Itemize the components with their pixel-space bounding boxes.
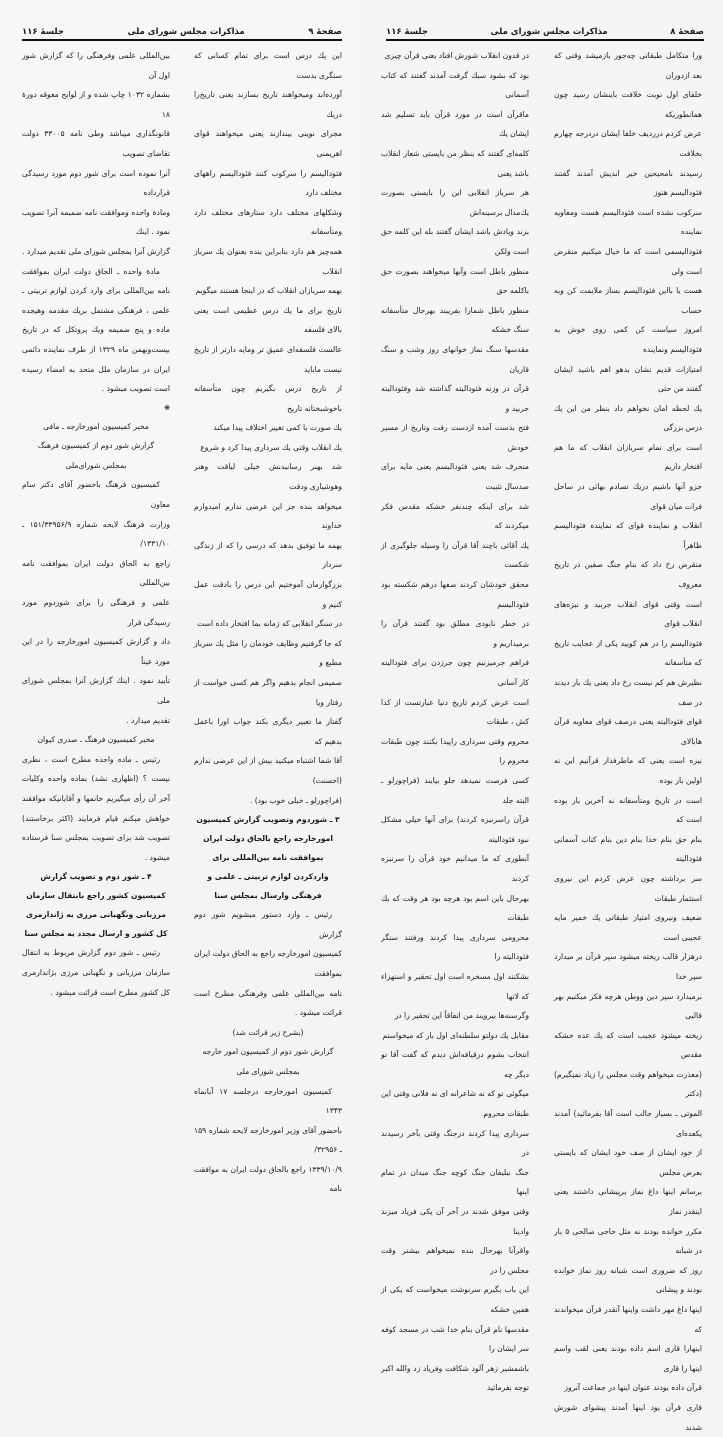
text-line: مقدسها نام قرآن بنام خدا شب در مسجد کوفه سر ایشان را — [381, 1324, 529, 1354]
text-line: راجع به الحاق دولت ایران بموافقت نامه بین‌المللی — [22, 558, 170, 588]
text-line: یك لحظه امان نخواهم داد بنظر من این یك درس بزرگی — [554, 403, 702, 433]
page-number: صفحهٔ ۹ — [308, 27, 342, 37]
text-line: بهرحال باین اسم بود هرچه بود هر وقت که یك طبقات — [381, 893, 529, 923]
text-line: از خود ایشان از صف خود ایشان که بایستی بعرض مجلس — [554, 1148, 702, 1177]
text-line: قرآن داده بودند عنوان اینها در جماعت آنروز — [564, 1383, 702, 1393]
report-subtitle: بمجلس شورای ملی — [236, 1066, 300, 1076]
separator-ornament: ❋ — [164, 403, 170, 412]
text-line: است وقتی قوای انقلاب جربید و نیزه‌های انقلاب قوای — [554, 599, 702, 629]
running-title: مذاکرات مجلس شورای ملی — [490, 27, 608, 37]
text-line: تقدیم میدارد . — [126, 715, 170, 725]
page-8 — [362, 0, 723, 1432]
text-column-right — [554, 46, 702, 1437]
text-line: آنرا نموده است برای شور دوم مورد رسیدگی قرارداده — [22, 168, 170, 198]
text-line: تاریخ برای ما یك درس عظیمی است یعنی بالای فلسفه — [194, 305, 342, 335]
text-line: گزارش آنرا بمجلس شورای ملی تقدیم میدارد . — [22, 246, 170, 256]
text-line: یك صورت با کمی تغییر اختلاف پیدا میکند — [213, 423, 342, 433]
section-heading: ۴ ـ شور دوم و تصویب گزارش کمیسیون کشور راجع بانتقال سازمان مرزبانی ونگهبانی مرزی به ژاندارمری کل کشور و ارسال مجدد به مجلس سنا — [24, 872, 168, 939]
text-line: مقابل یك دولتو سلطنه‌ای اول بار که میخواستم — [382, 1030, 529, 1040]
text-line: از تاریخ درس بگیریم چون متأسفانه باخوشبختانه تاریخ — [194, 384, 342, 413]
header-rule — [386, 39, 704, 41]
text-line: انتخاب بشوم درقیافه‌اش دیدم که گفت آقا تو دیگر چه — [381, 1050, 529, 1079]
text-line: در خطر نابودی مطلق بود گفتند قرآن را برمیداریم و — [381, 619, 529, 648]
page-9 — [0, 0, 361, 1194]
signature: مخبر کمیسیون فرهنگ ـ صدری کیوان — [37, 735, 155, 745]
text-line: کمیسیون امورخارجه راجع به الحاق دولت ایران بموافقت — [194, 949, 342, 978]
text-line: (فراچورلو ـ خیلی خوب بود) . — [249, 795, 342, 805]
text-line: همه‌چیز هم دارد بنابراین بنده بعنوان یك سرباز انقلاب — [194, 246, 342, 276]
read-note: (بشرح زیر قرائت شد) — [232, 1027, 304, 1037]
text-line: آنطوری که ما میدانیم خود قرآن را سرنیزه کردند — [381, 854, 529, 883]
text-line: منقرض رخ داد که بنام جنگ صفین در تاریخ معروف — [554, 560, 702, 590]
text-line: اینهارا قاری اسم داده بودند یعنی لقب واسم اینها را قاری — [554, 1344, 702, 1373]
text-line: کلمه‌ای گفتند که بنظر من بایستی شعار انقلاب باشد یعنی — [381, 148, 529, 178]
text-line: مقدسها سنگ نماز خوانهای روز وشب و سنگ قاریان — [381, 344, 529, 374]
text-line: در قدون انقلاب شورش افتاد یعنی قرآن چیزی — [384, 51, 529, 60]
text-line: عرض کردم درردیف خلفا ایشان دردرجه چهارم بخلافت — [554, 129, 702, 158]
text-line: این باب بگیرم سرنوشت میخواست که یکی از همین خشکه — [381, 1285, 529, 1314]
text-line: باحضور آقای وزیر امورخارجه لایحه شماره ۱۵۹ ـ ۳۲۹۵۶/ — [194, 1125, 342, 1155]
text-column-left — [22, 46, 170, 1002]
text-line: انقلاب و نماینده قوای که نماینده فئودالیسم ظاهراً — [554, 521, 702, 550]
text-line: است برای تمام سربازان انقلاب که ما هم افتخار داریم — [554, 442, 702, 472]
text-line: میگوئی تو که نه شاعرانه ای نه فلانی وقتی این طبقات محروم — [381, 1089, 529, 1119]
text-line: بین‌المللی علمی وفرهنگی را که گزارش شور اول آن — [22, 51, 170, 80]
text-line: اینها داغ مهر داشت واینها آنقدر قرآن میخواندند که — [554, 1305, 702, 1334]
text-line: سرداری پیدا کردند درجنگ وقتی بآخر رسیدند در — [381, 1128, 529, 1158]
text-line: امتیازات قدیم نشان بدهو اهم باشید ایشان گفتند من حتی — [554, 364, 702, 394]
text-line: صمیمی انجام بدهیم واگر هم کسی خواست از رفتار ویا — [194, 678, 342, 707]
text-line: وقتی موفق شدند در آخر آن یکی فریاد میزند وادینا — [381, 1207, 529, 1236]
text-line: محقق خودشان کردند صفها درهم شکسته بود فئودالیسم — [381, 580, 529, 609]
signature: مخبر کمیسیون امورخارجه ـ مافی — [43, 421, 149, 431]
text-line: محروم وقتی سرداری راپیدا بکنند چون طبقات محروم را — [381, 736, 529, 766]
text-line: ۱۳۳۹/۱۰/۹ راجع بالحاق دولت ایران به موافقت نامه — [194, 1164, 342, 1194]
text-line: یك آقائی باچند آقا قرآن را وسیله جلوگیری از شکست — [381, 540, 529, 570]
text-line: ریخته میشود عجیب است که یك عده خشکه مقدس — [554, 1030, 702, 1060]
report-title: گزارش شور دوم از کمیسیون فرهنگ — [37, 441, 155, 451]
text-line: مجرای نوینی بیندازند یعنی میخواهند قوای اهریمنی — [194, 129, 342, 158]
text-line: داد و گزارش کمیسیون امورخارجه را در این مورد عیناً — [22, 637, 170, 666]
text-line: تأیید نمود . اینك گزارش آنرا بمجلس شورای ملی — [22, 676, 170, 705]
text-line: هست یا بااین فئودالیسم بساز ملایمت کن وبه حساب — [554, 286, 702, 315]
text-line: وشکلهای مختلف دارد ستارهای مختلف دارد ومتأسفانه — [194, 207, 342, 237]
text-line: کسی فرصت نمیدهد جلو بیایند (فراچورلو ـ البته جلد — [381, 775, 529, 805]
report-subtitle: بمجلس شورای‌ملی — [65, 460, 127, 470]
text-line: جزو آنها باشیم دریك تصادم بهائی در ساحل فرات میان قوای — [554, 482, 702, 511]
text-line: الموتی ـ بسیار جالب است آقا بفرمائید) آمدند یکعده‌ای — [554, 1109, 702, 1138]
text-column-right — [194, 46, 342, 1199]
text-line: است عرض کردم تاریخ دنیا عبارتست از کدا کش ، طبقات — [381, 697, 529, 727]
text-line: درهزار قالب ریخته میشود سپر قرآن بر میدارد سپر خدا — [554, 952, 702, 981]
text-line: گفتار ما تعبیر دیگری بکند جواب اورا باعمل بدهیم که — [194, 717, 342, 746]
text-line: قانونگذاری میباشد وطی نامه ۳۳۰۰۵ دولت تقاضای تصویب — [22, 129, 171, 158]
text-line: بهمه سربازان انقلاب که در اینجا هستند میگویم — [195, 286, 342, 296]
page-number: صفحهٔ ۸ — [670, 27, 704, 37]
text-line: قاری قرآن بود اینها آمدند پیشوای شورش شدند — [554, 1402, 702, 1432]
closing-remarks: رئیس ـ شور دوم گزارش مربوط به انتقال سازمان مرزبانی و نگهبانی مرزی بژاندارمری کل کشور مطرح است قرائت میشود . — [22, 948, 170, 997]
session-number: جلسهٔ ۱۱۶ — [22, 27, 64, 37]
text-line: ماقرآن است در مورد قرآن باید تسلیم شد ایشان یك — [381, 109, 529, 139]
text-line: بهمه ما توفیق بدهد که درسی را که از زندگی سردار — [194, 540, 342, 570]
text-line: قوای فئودالیته یعنی درصف قوای معاویه قرآن هابالای — [554, 717, 702, 746]
text-line: علمی و فرهنگی را برای شوردوم مورد رسیدگی قرار — [22, 598, 170, 627]
text-line: (معذرت میخواهم وقت مجلس را زیاد نمیگیرم) (دکتر — [554, 1069, 702, 1099]
text-line: شد بهنر رسانیدنش خیلی لیاقت وهنر وهوشیاری ودقت — [194, 462, 342, 492]
text-line: برسانم اینها داغ نماز برپیشانی داشتند یعنی اینقدر نماز — [554, 1187, 702, 1217]
text-line: فئودالیسم را در هم کوبید یکی از عجایب تاریخ که متأسفانه — [554, 638, 702, 668]
text-line: کمیسیون فرهنگ باحضور آقای دکتر سام معاون — [22, 480, 170, 510]
text-line: منظور باطل شمارا بفریبند بهرحال متأسفانه سنگ خشکه — [381, 305, 529, 335]
text-line: است در تاریخ ومتأسفانه نه آخرین بار بوده است که — [554, 795, 702, 825]
text-line: سر برداشته چون عرض کردم این نیروی استثمار طبقات — [554, 873, 702, 903]
text-line: فئودالیسمی است که ما خیال میکنیم منقرض است ولی — [554, 246, 702, 276]
text-line: یك انقلاب وقتی یك سرداری پیدا کرد و شروع — [200, 442, 342, 452]
text-line: جنگ نیلیفان جنگ کوچه جنگ میدان در تمام اینها — [381, 1167, 529, 1197]
text-line: ومادهٔ واحده وموافقت نامه ضمیمه آنرا تصویب نمود . اینك — [22, 207, 170, 237]
text-line: منظور باطل است وآنها میخواهند بصورت حق باکلمه حق — [381, 266, 529, 296]
text-line: بزرگوارمان آموختیم این درس را بادقت عمل کنیم و — [194, 580, 342, 609]
text-line: منحرف شد یعنی فئودالیسم یعنی مایه برای صدسال تثبیت — [381, 462, 529, 492]
text-line: بشماره ۱۰۳۲ چاپ شده و از لوایح معوقه دورهٔ ۱۸ — [22, 90, 170, 119]
chair-remarks: رئیس ـ ماده واحده مطرح است ، نظری نیست ؟ (اظهاری نشد) بماده واحده وکلیات آخر آن رأی میگیریم خانمها و آقایانیکه موافقند خواهش میکنم قیام فرمایند (اکثر برخاستند) تصویب شد برای تصویب بمجلس سنا فرستاده میشود . — [22, 754, 170, 862]
text-line: آقا شما اشتباه میکنید بیش از این عرضی ندارم (احسنت) — [194, 756, 342, 785]
header-rule — [22, 39, 342, 41]
text-line: این یك درس است برای تمام کسانی که سنگری بدست — [194, 51, 342, 80]
section-heading: ۳ ـ شوردوم وتصویب گزارش کمیسیون امورخارجه راجع بالحاق دولت ایران بموافقت نامه بین‌المللی برای واردکردن لوازم تربیتی ـ علمی و فرهنگی وارسال بمجلس سنا — [196, 815, 340, 901]
text-line: برمیدارد سپر دین ووطن هرچه فکر میکنیم بهر قالبی — [554, 991, 702, 1021]
text-line: هر سرباز انقلابی این را بایستی بصورت یك‌مدال برسینه‌اش — [381, 188, 529, 217]
text-line: آورده‌اند ومیخواهند تاریخ بسازند یعنی تاریخ‌را دریك — [194, 90, 342, 119]
text-line: نامه بین‌المللی علمی وفرهنگی مطرح است قرائت میشود . — [194, 988, 342, 1018]
text-column-left — [381, 46, 529, 1398]
text-line: قرآن راسرنیزه کردند) برای آنها خیلی مشکل نبود فئودالیته — [381, 815, 529, 844]
text-line: نیزه است یعنی که ماطرفدار قرآنیم این نه اولین بار بوده — [554, 756, 702, 785]
text-line: شد برای اینکه چندنفر خشکه مقدس فکر میکردند که — [381, 501, 529, 531]
text-line: رئیس ـ وارد دستور میشویم شور دوم گزارش — [194, 910, 342, 939]
text-line: عالست فلسفه‌ای عمیق تر ومایه دارتر از تاریخ نیست ماباید — [194, 344, 342, 374]
text-line: روز که ضروری است شبانه روز نماز خوانده بودند و پیشانی — [554, 1265, 702, 1295]
text-line: فتح بدست آمده ازدست رفت وتاریخ از مسیر خودش — [381, 423, 529, 452]
page-header — [386, 25, 704, 37]
text-line: کمیسیون امورخارجه درجلسه ۱۷ آبانماه ۱۳۴۳ — [194, 1086, 342, 1116]
text-line: بنام حق بنام خدا بنام دین بنام کتاب آسمانی فئودالیته — [554, 834, 702, 864]
text-line: مکرر خوانده بودند نه مثل حاجی صالحی ۵ بار در شبانه — [554, 1226, 702, 1256]
text-line: امروز سیاست کن کمی روی خوش به فئودالیسم ونماینده — [554, 325, 702, 354]
text-line: محرومی سرداری پیدا کردند ورفتند سنگر فئودالیته را — [381, 932, 529, 962]
text-line: فئودالیسم را سرکوب کنند فئودالیسم راههای مختلف دارد — [194, 168, 342, 198]
text-line: وگرسنه‌ها بیرویند من اتفاقاً این تحقیر را در — [394, 1011, 529, 1021]
text-line: فراهم جرمیزنیم چون جرزدن برای فئودالیته کار آسانی — [381, 658, 529, 687]
text-line: بزند ویادش باشد ایشان گفتند بله این کلمه حق است ولکن — [381, 227, 529, 256]
page-header — [22, 25, 342, 37]
text-line: ورا متکامل طبقاتی چه‌جور بازمیشد وقتی که بعد ازدوران — [554, 51, 702, 80]
report-title: گزارش شور دوم از کمیسیون امور خارجه — [202, 1047, 334, 1057]
text-line: در سنگر انقلابی که زمانه بما افتخار داده است — [197, 619, 342, 629]
text-line: باشمشیر زهر آلود شکافت وفریاد زد والله اکبر توجه بفرمائید — [381, 1363, 529, 1393]
text-line: خلفای اول نوبت خلافت باینشان رسید چون همانطوریکه — [554, 90, 702, 119]
session-number: جلسهٔ ۱۱۶ — [386, 27, 428, 37]
text-line: نظیرش هم کم نیست رخ داد یعنی یك بار دیدند در صف — [554, 678, 702, 707]
text-line: رسیدند نامحیحین خیر اندیش آمدند گفتند فئودالیسم هنوز — [554, 168, 702, 198]
text-line: سرکوب نشده است فئودالیسم هست ومعاویه نماینده — [554, 207, 702, 237]
running-title: مذاکرات مجلس شورای ملی — [127, 27, 245, 37]
text-line: میخواهد بنده جز این عرضی ندارم امیدوارم خداوند — [194, 501, 342, 531]
text-line: واقرآنا بهرحال بنده نمیخواهم بیشتر وقت مجلس را در — [381, 1246, 529, 1275]
text-line: وزارت فرهنگ لایحه شماره ۱۵۱/۳۳۹۵۶/۹ ـ ۱۳۳۱/۱۰/ — [22, 519, 170, 549]
text-line: بشکنند اول مسخره است اول تحقیر و استهزاء که لاتها — [381, 971, 529, 1001]
text-line: قرآن در وزنه فئودالیته گذاشته شد وفئودالیته جربید و — [381, 384, 529, 413]
text-line: بود که بشود سبك گرفت آمدند گفتند که کتاب آسمانی — [381, 70, 529, 100]
text-line: ضعیف ونیروی امتیاز طبقاتی یك خمیر مایه عجیبی است — [554, 913, 702, 942]
article-text: مادهٔ واحده ـ الحاق دولت ایران بموافقت نامه بین‌المللی برای وارد کردن لوازم تربیتی ـ علمی ، فرهنگی مشتمل بریك مقدمه وهیجده ماده و پنج ضمیمه ویك پروتکل که در تاریخ بیست‌وبهمن ماه ۱۳۲۹ از طرف نماینده دائمی ایران در سازمان ملل متحد به امضاء رسیده است تصویب میشود . — [22, 266, 170, 394]
text-line: که جا گرفتیم وظایف خودمان را مثل یك سرباز مطیع و — [194, 638, 342, 668]
